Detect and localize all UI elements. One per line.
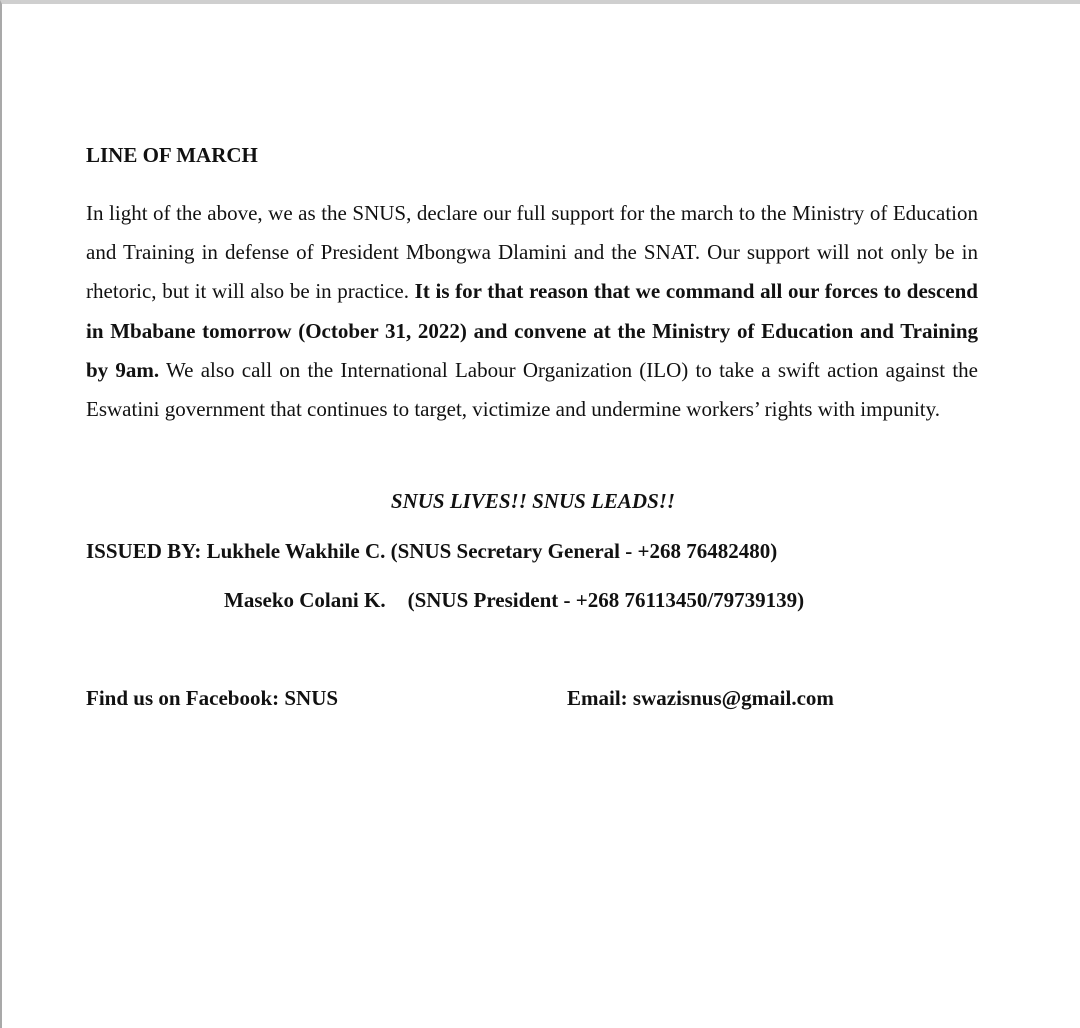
statement-paragraph <box>86 194 978 429</box>
email-label: Email: <box>567 686 628 710</box>
facebook-value: SNUS <box>284 686 339 710</box>
email-contact <box>567 686 834 711</box>
facebook-contact <box>86 686 338 711</box>
email-value: swazisnus@gmail.com <box>632 686 834 710</box>
president-name: Maseko Colani K. <box>224 588 386 612</box>
issued-by-line <box>86 539 777 564</box>
paragraph-text-intro: In light of the above, we as the SNUS, declare our full support for the march to the Ministry of Education and Training in defense of President Mbongwa Dlamini and the SNAT. Our support will not only be in rhetoric, but it will also be in practice. <box>86 201 978 304</box>
issued-by-label: ISSUED BY: <box>86 539 202 563</box>
paragraph-text-appeal: We also call on the International Labour Organization (ILO) to take a swift action against the Eswatini government that continues to target, victimize and undermine workers’ rights with impunity. <box>86 357 978 422</box>
section-heading: LINE OF MARCH <box>86 143 258 167</box>
issued-by-president-line <box>224 588 804 613</box>
slogan: SNUS LIVES!! SNUS LEADS!! <box>390 489 676 513</box>
paragraph-text-command: It is for that reason that we command all our forces to descend in Mbabane tomorrow (October 31, 2022) and convene at the Ministry of Education and Training by 9am. <box>86 279 978 382</box>
issued-by-secretary: Lukhele Wakhile C. (SNUS Secretary General - +268 76482480) <box>206 539 778 563</box>
president-role: (SNUS President - +268 76113450/79739139) <box>407 588 805 612</box>
facebook-label: Find us on Facebook: <box>86 686 280 710</box>
